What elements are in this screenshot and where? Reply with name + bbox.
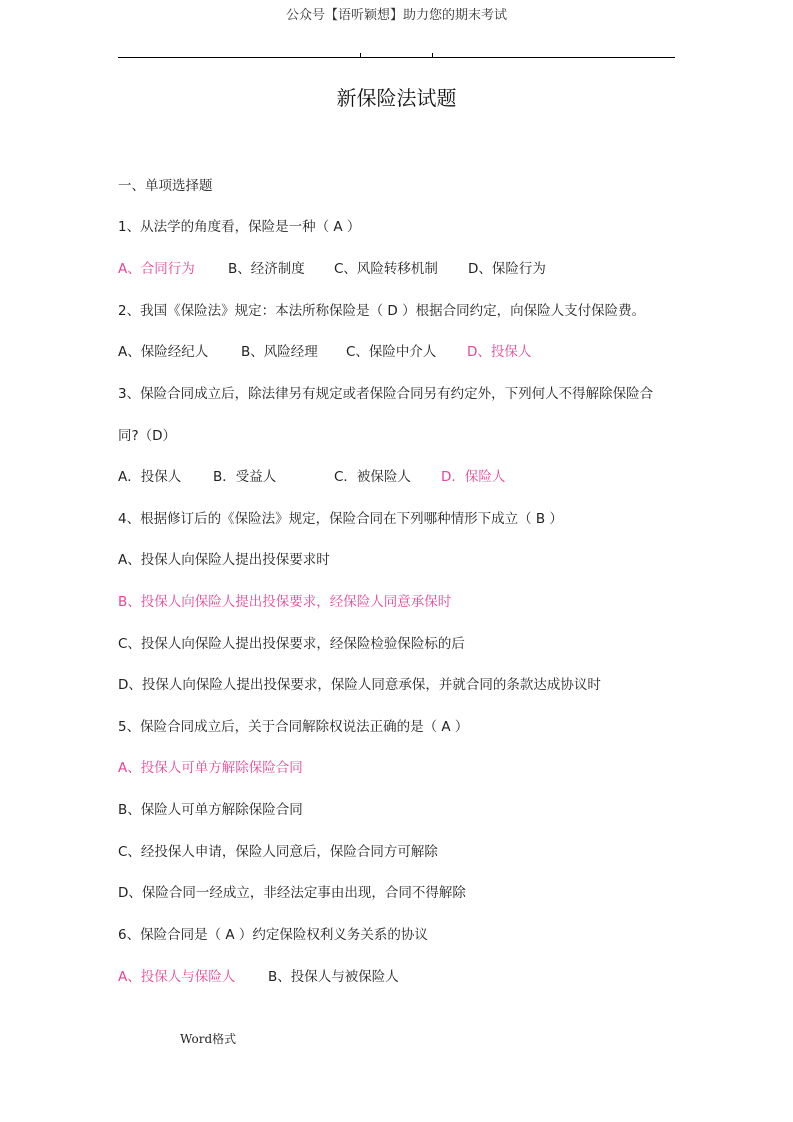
option-b: B、投保人与被保险人 (268, 969, 399, 985)
option-b: B、风险经理 (241, 344, 318, 360)
question-3-continued: 同?（D） (118, 428, 177, 444)
question-2: 2、我国《保险法》规定：本法所称保险是（ D ）根据合同约定，向保险人支付保险费。 (118, 303, 646, 319)
option-c: C、保险中介人 (346, 344, 437, 360)
option-a: A、合同行为 (118, 261, 195, 277)
section-heading: 一、单项选择题 (118, 178, 213, 194)
option-a: A、投保人可单方解除保险合同 (118, 760, 303, 776)
option-a: A、保险经纪人 (118, 344, 209, 360)
document-title: 新保险法试题 (336, 86, 457, 110)
option-d: D．保险人 (441, 469, 506, 485)
question-4: 4、根据修订后的《保险法》规定，保险合同在下列哪种情形下成立（ B ） (118, 511, 563, 527)
option-b: B、经济制度 (228, 261, 305, 277)
question-1: 1、从法学的角度看，保险是一种（ A ） (118, 219, 361, 235)
option-a: A．投保人 (118, 469, 182, 485)
option-b: B、保险人可单方解除保险合同 (118, 802, 303, 818)
header-rule-tick (432, 53, 433, 57)
option-b: B、投保人向保险人提出投保要求，经保险人同意承保时 (118, 594, 452, 610)
option-c: C、经投保人申请，保险人同意后，保险合同方可解除 (118, 844, 438, 860)
option-a: A、投保人向保险人提出投保要求时 (118, 552, 330, 568)
question-6-options (118, 967, 399, 987)
header-watermark: 公众号【语听颖想】助力您的期末考试 (285, 8, 507, 23)
option-d: D、投保人向保险人提出投保要求，保险人同意承保，并就合同的条款达成协议时 (118, 677, 601, 693)
question-1-options (118, 259, 546, 279)
question-3: 3、保险合同成立后，除法律另有规定或者保险合同另有约定外，下列何人不得解除保险合 (118, 386, 654, 402)
option-d: D、保险合同一经成立，非经法定事由出现，合同不得解除 (118, 885, 466, 901)
header-rule-tick (360, 53, 361, 57)
header-rule (118, 57, 675, 58)
question-5: 5、保险合同成立后，关于合同解除权说法正确的是（ A ） (118, 719, 469, 735)
option-c: C、投保人向保险人提出投保要求，经保险检验保险标的后 (118, 636, 465, 652)
question-6: 6、保险合同是（ A ）约定保险权利义务关系的协议 (118, 927, 428, 943)
question-3-options (118, 467, 505, 487)
option-a: A、投保人与保险人 (118, 969, 236, 985)
option-d: D、保险行为 (468, 261, 546, 277)
option-d: D、投保人 (467, 344, 532, 360)
option-b: B．受益人 (213, 469, 277, 485)
footer-label: Word格式 (180, 1032, 237, 1046)
question-2-options (118, 342, 531, 362)
option-c: C．被保险人 (334, 469, 411, 485)
option-c: C、风险转移机制 (334, 261, 438, 277)
